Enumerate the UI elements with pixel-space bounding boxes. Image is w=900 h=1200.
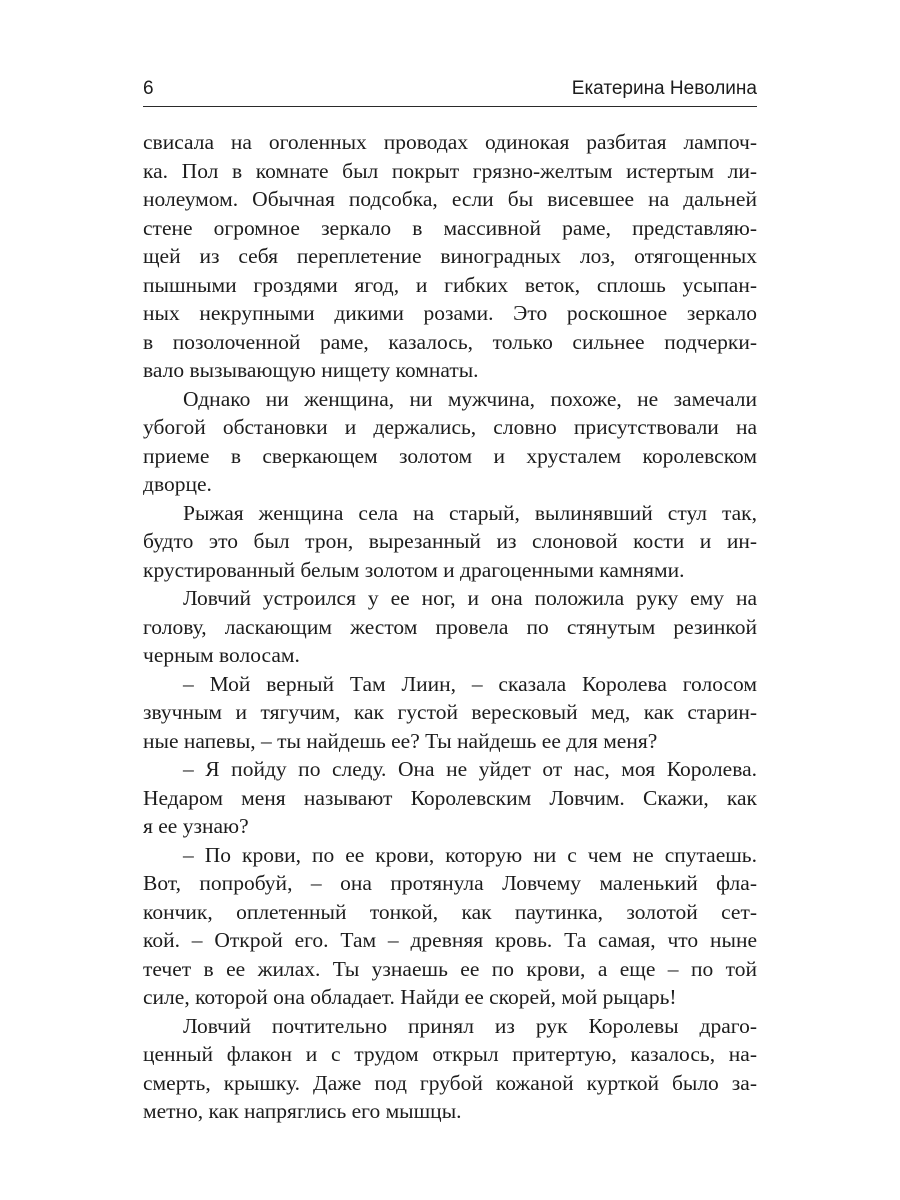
text-line: ных некрупными дикими розами. Это роскошное зеркало <box>143 301 757 325</box>
text-line: черным волосам. <box>143 643 300 667</box>
text-line: нолеумом. Обычная подсобка, если бы висевшее на дальней <box>143 187 757 211</box>
text-line: ные напевы, – ты найдешь ее? Ты найдешь ее для меня? <box>143 728 658 753</box>
text-line: пышными гроздями ягод, и гибких веток, сплошь усыпан- <box>143 272 757 297</box>
text-line: свисала на оголенных проводах одинокая разбитая лампоч- <box>143 130 757 154</box>
text-line: вало вызывающую нищету комнаты. <box>143 358 479 382</box>
text-line: Рыжая женщина села на старый, вылинявший стул так, <box>183 500 757 525</box>
text-line: – По крови, по ее крови, которую ни с чем не спутаешь. <box>183 842 757 867</box>
text-line: ценный флакон и с трудом открыл притертую, казалось, на- <box>143 1042 757 1066</box>
text-line: будто это был трон, вырезанный из слоновой кости и ин- <box>143 529 757 553</box>
text-line: стене огромное зеркало в массивной раме, представляю- <box>143 215 757 240</box>
paragraph <box>143 584 757 670</box>
text-line: голову, ласкающим жестом провела по стянутым резинкой <box>143 614 757 639</box>
text-line: Недаром меня называют Королевским Ловчим. Скажи, как <box>143 785 757 810</box>
paragraph <box>143 670 757 756</box>
text-line: – Я пойду по следу. Она не уйдет от нас, моя Королева. <box>183 757 757 781</box>
text-line: кончик, оплетенный тонкой, как паутинка, золотой сет- <box>143 899 757 924</box>
text-line: Ловчий почтительно принял из рук Королевы драго- <box>183 1013 757 1038</box>
paragraph <box>143 1012 757 1126</box>
text-line: смерть, крышку. Даже под грубой кожаной курткой было за- <box>143 1070 757 1095</box>
text-line: силе, которой она обладает. Найди ее скорей, мой рыцарь! <box>143 985 677 1009</box>
text-line: кой. – Открой его. Там – древняя кровь. Та самая, что ныне <box>143 928 757 952</box>
text-line: я ее узнаю? <box>143 814 249 838</box>
paragraph <box>143 841 757 1012</box>
text-line: – Мой верный Там Лиин, – сказала Королева голосом <box>183 671 757 696</box>
paragraph <box>143 755 757 841</box>
paragraph <box>143 128 757 385</box>
body-text <box>143 128 757 1126</box>
text-line: крустированный белым золотом и драгоценными камнями. <box>143 557 685 582</box>
text-line: в позолоченной раме, казалось, только сильнее подчерки- <box>143 329 757 354</box>
running-title: Екатерина Неволина <box>571 78 757 99</box>
paragraph <box>143 385 757 499</box>
text-line: убогой обстановки и держались, словно присутствовали на <box>143 415 757 439</box>
text-line: приеме в сверкающем золотом и хрусталем королевском <box>143 443 757 468</box>
text-line: течет в ее жилах. Ты узнаешь ее по крови, а еще – по той <box>143 956 757 981</box>
text-line: ка. Пол в комнате был покрыт грязно-желтым истертым ли- <box>143 158 757 183</box>
text-line: щей из себя переплетение виноградных лоз, отягощенных <box>143 244 757 268</box>
text-line: дворце. <box>143 472 212 496</box>
text-line: Ловчий устроился у ее ног, и она положила руку ему на <box>183 586 757 610</box>
page-header <box>143 78 757 107</box>
text-line: Однако ни женщина, ни мужчина, похоже, не замечали <box>183 386 757 411</box>
page-number: 6 <box>143 78 154 99</box>
text-line: метно, как напряглись его мышцы. <box>143 1099 462 1123</box>
text-line: Вот, попробуй, – она протянула Ловчему маленький фла- <box>143 871 757 895</box>
text-line: звучным и тягучим, как густой вересковый мед, как старин- <box>143 700 757 724</box>
paragraph <box>143 499 757 585</box>
